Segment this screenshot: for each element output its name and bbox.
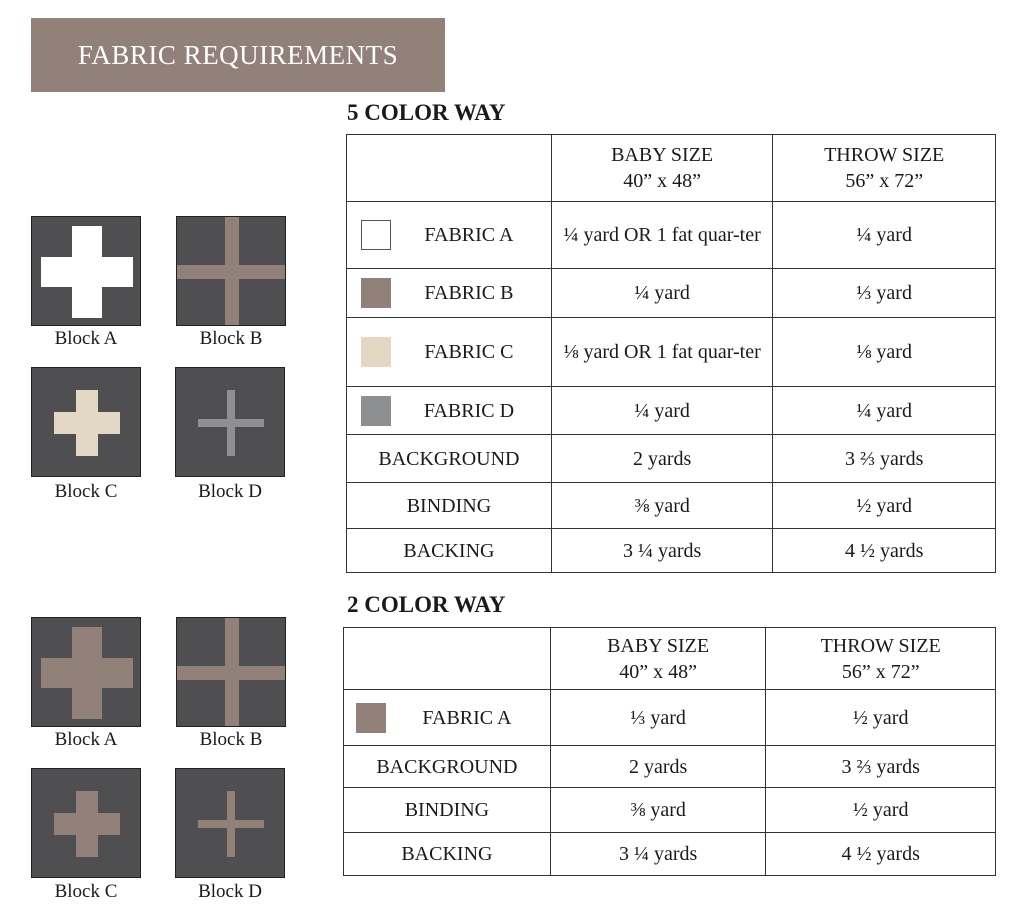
throw-amount: 3 ⅔ yards [773, 435, 996, 483]
fabric-name-cell: BACKING [344, 833, 551, 876]
table-row [347, 435, 996, 483]
fabric-name-cell [344, 690, 551, 746]
baby-amount: ¼ yard OR 1 fat quar-ter [551, 202, 773, 269]
block-c-taupe-cross [31, 768, 141, 878]
header-dimensions: 40” x 48” [619, 660, 697, 683]
baby-amount: ¼ yard [551, 387, 773, 435]
fabric-name-cell: BACKING [347, 529, 552, 573]
block-caption: Block B [199, 328, 263, 349]
throw-amount: ⅓ yard [773, 269, 996, 318]
baby-amount: 3 ¼ yards [551, 529, 773, 573]
header-baby-size [551, 135, 773, 202]
baby-amount: ⅛ yard OR 1 fat quar-ter [551, 318, 773, 387]
throw-amount: 4 ½ yards [766, 833, 996, 876]
header-empty-cell [347, 135, 552, 202]
table-row [347, 387, 996, 435]
header-throw-size [766, 628, 996, 690]
header-dimensions: 56” x 72” [841, 660, 920, 683]
fabric-swatch-taupe [361, 278, 391, 308]
block-b-taupe-cross [176, 617, 286, 727]
block-caption: Block C [54, 881, 118, 902]
fabric-name-cell: BINDING [344, 788, 551, 833]
header-label: BABY SIZE [611, 144, 714, 166]
block-c-cream-cross [31, 367, 141, 477]
block-caption: Block D [198, 881, 262, 902]
fabric-name-cell: BINDING [347, 483, 552, 529]
baby-amount: 3 ¼ yards [550, 833, 766, 876]
fabric-name: FABRIC A [422, 706, 512, 729]
fabric-swatch-cream [361, 337, 391, 367]
table-row [347, 483, 996, 529]
page-title: FABRIC REQUIREMENTS [77, 39, 399, 70]
fabric-swatch-gray [361, 396, 391, 426]
block-d-gray-cross [175, 367, 285, 477]
fabric-name: FABRIC D [423, 399, 515, 422]
fabric-name-cell: BACKGROUND [344, 746, 551, 788]
five-color-table [346, 134, 996, 573]
throw-amount: ½ yard [773, 483, 996, 529]
fabric-name: FABRIC A [424, 224, 514, 246]
header-baby-size [550, 628, 766, 690]
fabric-name: FABRIC B [424, 282, 514, 304]
header-dimensions: 56” x 72” [845, 170, 924, 192]
throw-amount: ¼ yard [773, 202, 996, 269]
table-header-row [344, 628, 996, 690]
baby-amount: ⅓ yard [550, 690, 766, 746]
throw-amount: ½ yard [766, 690, 996, 746]
five-color-way-title: 5 COLOR WAY [347, 100, 506, 125]
throw-amount: ½ yard [766, 788, 996, 833]
header-dimensions: 40” x 48” [623, 170, 701, 192]
throw-amount: ⅛ yard [773, 318, 996, 387]
fabric-name-cell [347, 387, 552, 435]
block-caption: Block A [54, 729, 118, 750]
baby-amount: ¼ yard [551, 269, 773, 318]
table-row [347, 529, 996, 573]
block-d-taupe-cross [175, 768, 285, 878]
table-row [344, 788, 996, 833]
baby-amount: 2 yards [550, 746, 766, 788]
block-caption: Block B [199, 729, 263, 750]
table-header-row [347, 135, 996, 202]
two-color-way-title: 2 COLOR WAY [347, 592, 506, 617]
table-row [347, 269, 996, 318]
block-caption: Block C [54, 481, 118, 502]
header-empty-cell [344, 628, 551, 690]
throw-amount: 3 ⅔ yards [766, 746, 996, 788]
header-label: BABY SIZE [607, 634, 710, 657]
baby-amount: 2 yards [551, 435, 773, 483]
baby-amount: ⅜ yard [550, 788, 766, 833]
fabric-swatch-white [361, 220, 391, 250]
block-a-white-cross [31, 216, 141, 326]
fabric-name-cell [347, 318, 552, 387]
block-a-taupe-cross [31, 617, 141, 727]
two-color-table [343, 627, 996, 876]
header-label: THROW SIZE [820, 634, 941, 657]
fabric-name-cell [347, 269, 552, 318]
header-throw-size [773, 135, 996, 202]
table-row [347, 202, 996, 269]
fabric-name-cell: BACKGROUND [347, 435, 552, 483]
block-b-taupe-cross [176, 216, 286, 326]
table-row [347, 318, 996, 387]
fabric-name-cell [347, 202, 552, 269]
block-caption: Block A [54, 328, 118, 349]
fabric-name: FABRIC C [424, 341, 514, 363]
header-label: THROW SIZE [824, 144, 945, 166]
baby-amount: ⅜ yard [551, 483, 773, 529]
fabric-swatch-taupe [356, 703, 386, 733]
throw-amount: 4 ½ yards [773, 529, 996, 573]
table-row [344, 833, 996, 876]
title-banner [31, 18, 445, 92]
table-row [344, 746, 996, 788]
throw-amount: ¼ yard [773, 387, 996, 435]
block-caption: Block D [198, 481, 262, 502]
table-row [344, 690, 996, 746]
